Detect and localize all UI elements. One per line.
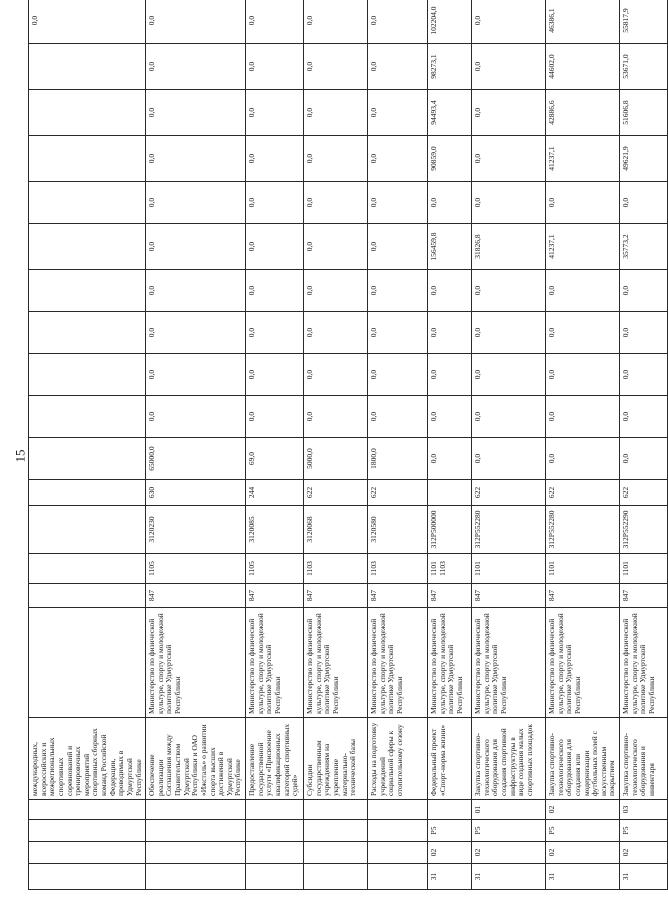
code-pp-cell — [368, 842, 428, 864]
amount-cell: 0,0 — [304, 0, 368, 44]
amount-cell: 31826,8 — [472, 224, 546, 270]
amount-cell — [29, 224, 146, 270]
amount-cell: 94493,4 — [428, 90, 472, 136]
amount-cell: 0,0 — [620, 182, 668, 224]
code-m-cell: 02 — [546, 800, 620, 820]
amount-cell: 102204,0 — [428, 0, 472, 44]
code-om-cell: P5 — [620, 820, 668, 842]
amount-cell: 0,0 — [146, 270, 246, 312]
amount-cell — [29, 270, 146, 312]
code-gp-cell: 31 — [472, 864, 546, 890]
amount-cell: 0,0 — [368, 396, 428, 438]
code-grbs-cell — [29, 584, 146, 608]
ministry-cell: Министерство по физической культуре, спорту и молодежной политике Удмуртской Республики — [368, 608, 428, 718]
page-number: 15 — [12, 449, 28, 463]
amount-cell: 0,0 — [546, 182, 620, 224]
amount-cell: 0,0 — [304, 90, 368, 136]
amount-cell: 0,0 — [146, 0, 246, 44]
amount-cell: 0,0 — [472, 396, 546, 438]
measure-name-cell: Субсидии государственным учреждениям на укрепление материально-технической базы — [304, 718, 368, 800]
code-m-cell — [29, 800, 146, 820]
code-rz-cell: 1103 — [304, 554, 368, 584]
code-vr-cell — [29, 480, 146, 506]
amount-cell: 0,0 — [246, 44, 304, 90]
amount-cell: 0,0 — [620, 270, 668, 312]
code-vr-cell: 622 — [620, 480, 668, 506]
code-pp-cell — [246, 842, 304, 864]
code-vr-cell: 622 — [546, 480, 620, 506]
table-row — [472, 0, 546, 890]
amount-cell: 0,0 — [146, 44, 246, 90]
code-grbs-cell: 847 — [304, 584, 368, 608]
code-gp-cell — [368, 864, 428, 890]
amount-cell: 0,0 — [246, 270, 304, 312]
amount-cell: 0,0 — [546, 438, 620, 480]
amount-cell: 0,0 — [472, 270, 546, 312]
amount-cell: 0,0 — [546, 396, 620, 438]
amount-cell: 0,0 — [368, 0, 428, 44]
code-rz-cell: 1105 — [246, 554, 304, 584]
code-om-cell — [304, 820, 368, 842]
amount-cell: 0,0 — [246, 224, 304, 270]
ministry-cell: Министерство по физической культуре, спорту и молодежной политике Удмуртской Республики — [146, 608, 246, 718]
code-csr-cell: 3120085 — [246, 506, 304, 554]
amount-cell: 41237,1 — [546, 136, 620, 182]
measure-name-cell: Обеспечение реализации Соглашения между Правительством Удмуртской Республики и ОАО «Ижсталь» о развитии спорта высших достижений в Удмуртской Республике — [146, 718, 246, 800]
amount-cell: 0,0 — [472, 44, 546, 90]
amount-cell: 90859,0 — [428, 136, 472, 182]
code-om-cell: P5 — [428, 820, 472, 842]
measure-name-cell: Закупка спортивно-технологического оборудования для создания или модернизации футбольных полей с искусственным покрытием — [546, 718, 620, 800]
code-gp-cell: 31 — [428, 864, 472, 890]
ministry-cell: Министерство по физической культуре, спорту и молодежной политике Удмуртской Республики — [428, 608, 472, 718]
code-om-cell — [246, 820, 304, 842]
amount-cell: 0,0 — [246, 136, 304, 182]
code-grbs-cell: 847 — [546, 584, 620, 608]
amount-cell — [29, 396, 146, 438]
ministry-cell: Министерство по физической культуре, спорту и молодежной политике Удмуртской Республики — [472, 608, 546, 718]
table-body — [29, 0, 668, 890]
code-csr-cell: 312P552290 — [620, 506, 668, 554]
amount-cell: 0,0 — [246, 0, 304, 44]
ministry-cell: Министерство по физической культуре, спорту и молодежной политике Удмуртской Республики — [304, 608, 368, 718]
code-grbs-cell: 847 — [246, 584, 304, 608]
amount-cell: 0,0 — [304, 224, 368, 270]
code-m-cell — [146, 800, 246, 820]
code-rz-cell: 1101 1103 — [428, 554, 472, 584]
code-m-cell: 03 — [620, 800, 668, 820]
table-row — [546, 0, 620, 890]
code-pp-cell — [304, 842, 368, 864]
code-csr-cell: 312P552280 — [546, 506, 620, 554]
amount-cell: 0,0 — [620, 438, 668, 480]
amount-cell: 0,0 — [368, 90, 428, 136]
table-row — [428, 0, 472, 890]
amount-cell: 0,0 — [428, 312, 472, 354]
amount-cell: 0,0 — [304, 44, 368, 90]
amount-cell: 0,0 — [304, 270, 368, 312]
code-pp-cell — [146, 842, 246, 864]
amount-cell: 0,0 — [304, 396, 368, 438]
amount-cell: 5000,0 — [304, 438, 368, 480]
amount-cell: 0,0 — [546, 270, 620, 312]
amount-cell: 0,0 — [146, 90, 246, 136]
code-pp-cell: 02 — [428, 842, 472, 864]
amount-cell: 0,0 — [146, 396, 246, 438]
amount-cell — [29, 312, 146, 354]
code-om-cell — [146, 820, 246, 842]
code-grbs-cell: 847 — [368, 584, 428, 608]
code-om-cell: P5 — [472, 820, 546, 842]
table-row — [246, 0, 304, 890]
table-row — [29, 0, 146, 890]
code-rz-cell: 1101 — [546, 554, 620, 584]
code-gp-cell — [146, 864, 246, 890]
measure-name-cell: Закупка спортивно-технологического оборудования и инвентаря — [620, 718, 668, 800]
amount-cell: 0,0 — [368, 136, 428, 182]
code-om-cell: P5 — [546, 820, 620, 842]
amount-cell: 0,0 — [146, 182, 246, 224]
amount-cell: 0,0 — [304, 354, 368, 396]
amount-cell: 0,0 — [368, 354, 428, 396]
code-pp-cell — [29, 842, 146, 864]
amount-cell: 0,0 — [546, 312, 620, 354]
amount-cell: 0,0 — [368, 44, 428, 90]
code-pp-cell: 02 — [620, 842, 668, 864]
code-grbs-cell: 847 — [472, 584, 546, 608]
amount-cell: 0,0 — [472, 136, 546, 182]
code-csr-cell — [29, 506, 146, 554]
amount-cell: 0,0 — [304, 312, 368, 354]
amount-cell: 41237,1 — [546, 224, 620, 270]
code-grbs-cell: 847 — [146, 584, 246, 608]
amount-cell — [29, 354, 146, 396]
amount-cell: 0,0 — [620, 396, 668, 438]
measure-name-cell: Федеральный проект «Спорт-норма жизни» — [428, 718, 472, 800]
amount-cell: 0,0 — [472, 90, 546, 136]
amount-cell: 69,0 — [246, 438, 304, 480]
amount-cell — [29, 182, 146, 224]
amount-cell: 0,0 — [620, 354, 668, 396]
amount-cell: 0,0 — [146, 312, 246, 354]
code-rz-cell: 1101 — [472, 554, 546, 584]
amount-cell: 0,0 — [146, 136, 246, 182]
table-row — [146, 0, 246, 890]
table-row — [368, 0, 428, 890]
code-gp-cell — [29, 864, 146, 890]
amount-cell: 65000,0 — [146, 438, 246, 480]
code-rz-cell — [29, 554, 146, 584]
measure-name-cell: Закупка спортивно-технологического оборудования для создания спортивной инфраструктуры в виде создания малых спортивных площадок — [472, 718, 546, 800]
amount-cell: 0,0 — [428, 396, 472, 438]
budget-table — [28, 0, 668, 890]
amount-cell: 0,0 — [304, 136, 368, 182]
code-vr-cell — [428, 480, 472, 506]
code-gp-cell — [304, 864, 368, 890]
amount-cell: 0,0 — [472, 438, 546, 480]
code-csr-cell: 3120068 — [304, 506, 368, 554]
code-rz-cell: 1101 — [620, 554, 668, 584]
table-row — [620, 0, 668, 890]
code-m-cell — [428, 800, 472, 820]
code-vr-cell: 622 — [304, 480, 368, 506]
amount-cell: 44602,0 — [546, 44, 620, 90]
amount-cell — [29, 44, 146, 90]
amount-cell — [29, 438, 146, 480]
amount-cell: 0,0 — [428, 182, 472, 224]
ministry-cell: Министерство по физической культуре, спорту и молодежной политике Удмуртской Республики — [246, 608, 304, 718]
amount-cell: 0,0 — [368, 182, 428, 224]
amount-cell: 0,0 — [146, 354, 246, 396]
amount-cell: 0,0 — [246, 90, 304, 136]
code-vr-cell: 622 — [368, 480, 428, 506]
code-om-cell — [29, 820, 146, 842]
amount-cell: 0,0 — [246, 354, 304, 396]
amount-cell: 0,0 — [304, 182, 368, 224]
table-row — [304, 0, 368, 890]
amount-cell: 35773,2 — [620, 224, 668, 270]
code-grbs-cell: 847 — [428, 584, 472, 608]
amount-cell — [29, 90, 146, 136]
amount-cell: 51606,8 — [620, 90, 668, 136]
amount-cell: 0,0 — [146, 224, 246, 270]
amount-cell: 0,0 — [368, 312, 428, 354]
measure-name-cell: Предоставление государственной услуги «Присвоение квалификационных категорий спортивных судей» — [246, 718, 304, 800]
amount-cell: 55817,9 — [620, 0, 668, 44]
code-m-cell — [368, 800, 428, 820]
amount-cell: 0,0 — [428, 354, 472, 396]
amount-cell: 0,0 — [368, 270, 428, 312]
code-vr-cell: 622 — [472, 480, 546, 506]
code-csr-cell: 312P552280 — [472, 506, 546, 554]
code-rz-cell: 1105 — [146, 554, 246, 584]
code-m-cell — [304, 800, 368, 820]
amount-cell: 0,0 — [472, 0, 546, 44]
amount-cell — [29, 136, 146, 182]
ministry-cell — [29, 608, 146, 718]
amount-cell: 0,0 — [472, 312, 546, 354]
amount-cell: 0,0 — [428, 438, 472, 480]
amount-cell: 46386,1 — [546, 0, 620, 44]
amount-cell: 0,0 — [472, 354, 546, 396]
amount-cell: 0,0 — [620, 312, 668, 354]
code-om-cell — [368, 820, 428, 842]
amount-cell: 0,0 — [246, 312, 304, 354]
amount-cell: 0,0 — [472, 182, 546, 224]
ministry-cell: Министерство по физической культуре, спорту и молодежной политике Удмуртской Республики — [620, 608, 668, 718]
code-rz-cell: 1103 — [368, 554, 428, 584]
code-pp-cell: 02 — [546, 842, 620, 864]
amount-cell: 0,0 — [246, 396, 304, 438]
measure-name-cell: Расходы на подготовку учреждений социальной сферы к отопительному сезону — [368, 718, 428, 800]
code-vr-cell: 630 — [146, 480, 246, 506]
amount-cell: 0,0 — [368, 224, 428, 270]
code-csr-cell: 3120230 — [146, 506, 246, 554]
code-m-cell: 01 — [472, 800, 546, 820]
code-gp-cell — [246, 864, 304, 890]
amount-cell: 0,0 — [246, 182, 304, 224]
ministry-cell: Министерство по физической культуре, спорту и молодежной политике Удмуртской Республики — [546, 608, 620, 718]
code-pp-cell: 02 — [472, 842, 546, 864]
amount-cell: 53671,0 — [620, 44, 668, 90]
amount-cell: 98273,1 — [428, 44, 472, 90]
code-csr-cell: 3120580 — [368, 506, 428, 554]
amount-cell: 0,0 — [546, 354, 620, 396]
amount-cell: 49621,9 — [620, 136, 668, 182]
measure-name-cell: международных, всероссийских и межрегиональных спортивных соревнований и тренировочных мероприятий спортивных сборных команд Российской Федерации, проводимых в Удмуртской Республике — [29, 718, 146, 800]
rotated-page — [28, 6, 656, 890]
amount-cell: 0,0 — [29, 0, 146, 44]
code-csr-cell: 312P500000 — [428, 506, 472, 554]
code-grbs-cell: 847 — [620, 584, 668, 608]
amount-cell: 1800,0 — [368, 438, 428, 480]
amount-cell: 42886,6 — [546, 90, 620, 136]
code-gp-cell: 31 — [620, 864, 668, 890]
code-vr-cell: 244 — [246, 480, 304, 506]
amount-cell: 0,0 — [428, 270, 472, 312]
code-gp-cell: 31 — [546, 864, 620, 890]
amount-cell: 156459,8 — [428, 224, 472, 270]
code-m-cell — [246, 800, 304, 820]
